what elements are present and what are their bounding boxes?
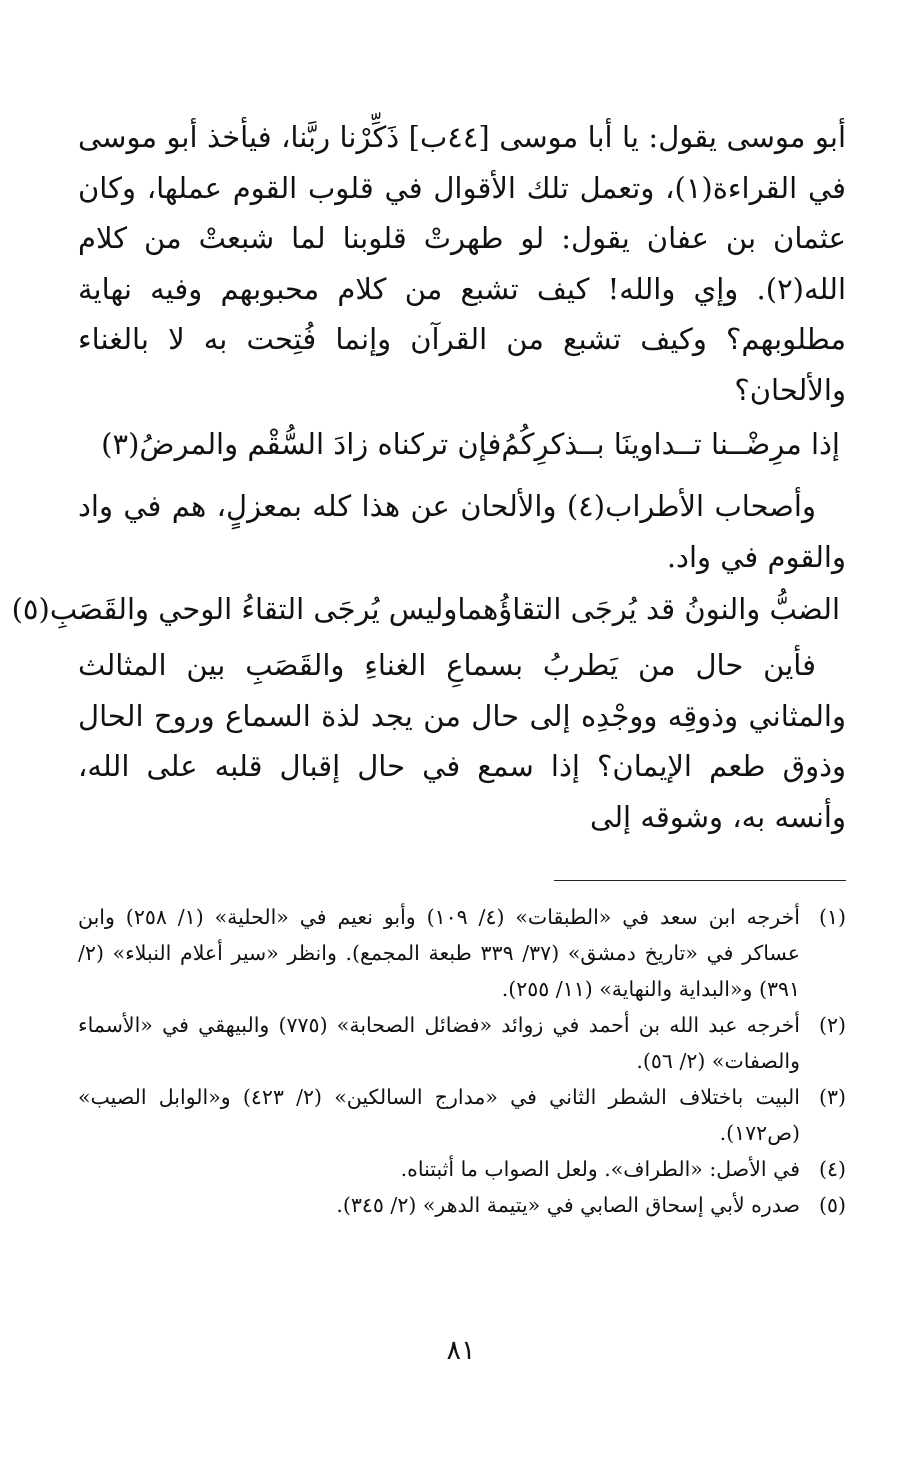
footnote-text: أخرجه ابن سعد في «الطبقات» (٤/ ١٠٩) وأبو نعيم في «الحلية» (١/ ٢٥٨) وابن عساكر في «تاريخ دمشق» (٣٧/ ٣٣٩ طبعة المجمع). وانظر «سير أعلام النبلاء» (٢/ ٣٩١) و«البداية والنهاية» (١١/ ٢٥٥). xyxy=(78,905,800,1001)
footnote-number: (٢) xyxy=(818,1013,846,1037)
footnote-text: صدره لأبي إسحاق الصابي في «يتيمة الدهر» (٢/ ٣٤٥). xyxy=(336,1193,800,1217)
page-number: ٨١ xyxy=(446,1335,476,1366)
footnote-1 xyxy=(78,899,846,1007)
body-paragraph-1: أبو موسى يقول: يا أبا موسى [٤٤ب] ذَكِّرْنا ربَّنا، فيأخذ أبو موسى في القراءة(١)، وتعمل تلك الأقوال في قلوب القوم عملها، وكان عثمان بن عفان يقول: لو طهرتْ قلوبنا لما شبعتْ من كلام الله(٢). وإي والله! كيف تشبع من كلام محبوبهم وفيه نهاية مطلوبهم؟ وكيف تشبع من القرآن وإنما فُتِحت به لا بالغناء والألحان؟ xyxy=(78,120,847,407)
footnote-4 xyxy=(78,1151,846,1187)
footnote-3 xyxy=(78,1079,846,1151)
verse-1-second-hemistich: فإن تركناه زادَ السُّقْم والمرضُ(٣) xyxy=(101,427,502,461)
verse-2-first-hemistich: الضبُّ والنونُ قد يُرجَى التقاؤُهما xyxy=(457,592,840,626)
footnote-separator xyxy=(554,880,846,881)
footnote-2 xyxy=(78,1007,846,1079)
footnote-text: في الأصل: «الطراف». ولعل الصواب ما أثبتناه. xyxy=(400,1157,800,1181)
page-content xyxy=(11,112,847,1223)
footnote-5 xyxy=(78,1187,846,1223)
body-paragraph-2: وأصحاب الأطراب(٤) والألحان عن هذا كله بمعزلٍ، هم في واد والقوم في واد. xyxy=(78,489,846,574)
verse-1-first-hemistich: إذا مرِضْــنا تــداوينَا بــذكرِكُمُ xyxy=(501,427,840,461)
body-paragraph-3: فأين حال من يَطربُ بسماعِ الغناءِ والقَصَبِ بين المثالث والمثاني وذوقِه ووجْدِه إلى حال من يجد لذة السماع وروح الحال وذوق طعم الإيمان؟ إذا سمع في حال إقبال قلبه على الله، وأنسه به، وشوقه إلى xyxy=(78,648,846,834)
verse-1 xyxy=(78,419,846,469)
verse-2 xyxy=(11,584,846,634)
footnote-number: (٤) xyxy=(818,1157,846,1181)
footnote-text: البيت باختلاف الشطر الثاني في «مدارج السالكين» (٢/ ٤٢٣) و«الوابل الصيب» (ص١٧٢). xyxy=(78,1085,800,1145)
footnote-number: (٣) xyxy=(818,1085,846,1109)
footnote-number: (١) xyxy=(818,905,846,929)
footnote-number: (٥) xyxy=(818,1193,846,1217)
footnote-text: أخرجه عبد الله بن أحمد في زوائد «فضائل الصحابة» (٧٧٥) والبيهقي في «الأسماء والصفات» (٢/ ٥٦). xyxy=(78,1013,800,1073)
verse-2-second-hemistich: وليس يُرجَى التقاءُ الوحي والقَصَبِ(٥) xyxy=(11,592,458,626)
